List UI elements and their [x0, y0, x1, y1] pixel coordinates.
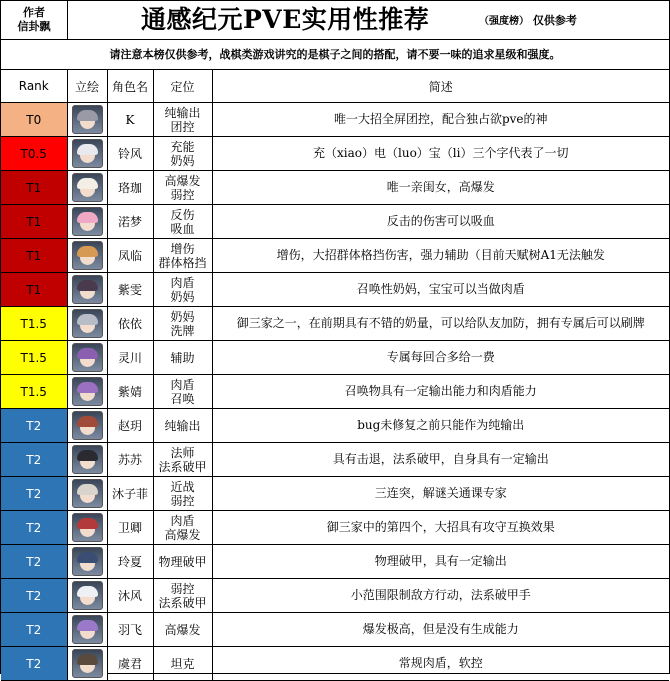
table-row	[1, 375, 669, 409]
table-row	[1, 103, 669, 137]
role-tag: 高爆发	[164, 622, 201, 637]
role-tag: 奶妈	[170, 289, 195, 304]
character-portrait	[72, 105, 103, 134]
role-cell	[153, 341, 212, 375]
portrait-cell	[67, 137, 107, 171]
rank-cell: T1	[1, 273, 67, 307]
portrait-cell	[67, 579, 107, 613]
rank-cell: T2	[1, 477, 67, 511]
character-portrait	[72, 581, 103, 610]
rank-cell: T1	[1, 171, 67, 205]
role-tag: 弱控	[170, 493, 195, 508]
rank-cell: T2	[1, 613, 67, 647]
portrait-cell	[67, 613, 107, 647]
role-tag: 洗牌	[170, 323, 195, 338]
name-cell: 依依	[107, 307, 153, 341]
character-portrait	[72, 139, 103, 168]
role-tag: 近战	[170, 479, 195, 494]
table-row	[1, 409, 669, 443]
portrait-cell	[67, 409, 107, 443]
character-portrait	[72, 411, 103, 440]
rank-cell: T2	[1, 443, 67, 477]
rank-cell: T1.5	[1, 307, 67, 341]
rank-cell: T2	[1, 545, 67, 579]
role-cell	[153, 273, 212, 307]
rank-cell: T2	[1, 511, 67, 545]
portrait-cell	[67, 273, 107, 307]
description-cell: 反击的伤害可以吸血	[212, 205, 669, 239]
description-cell: 召唤物具有一定输出能力和肉盾能力	[212, 375, 669, 409]
role-tag: 法系破甲	[158, 595, 207, 610]
table-header-row	[1, 70, 669, 103]
role-cell	[153, 171, 212, 205]
description-cell: 三连突，解谜关通课专家	[212, 477, 669, 511]
character-portrait	[72, 343, 103, 372]
description-cell: 召唤性奶妈，宝宝可以当做肉盾	[212, 273, 669, 307]
rank-cell: T1	[1, 239, 67, 273]
character-portrait	[72, 513, 103, 542]
character-portrait	[72, 445, 103, 474]
rank-cell: T0.5	[1, 137, 67, 171]
rank-cell: T0	[1, 103, 67, 137]
rank-cell: T2	[1, 409, 67, 443]
description-cell: bug未修复之前只能作为纯输出	[212, 409, 669, 443]
portrait-cell	[67, 171, 107, 205]
role-cell	[153, 375, 212, 409]
col-portrait: 立绘	[67, 70, 107, 103]
name-cell: 虞君	[107, 647, 153, 681]
role-tag: 辅助	[170, 350, 195, 365]
role-cell	[153, 239, 212, 273]
role-tag: 法师	[170, 445, 195, 460]
description-cell: 小范围限制敌方行动，法系破甲手	[212, 579, 669, 613]
header-bar	[1, 1, 669, 40]
table-row	[1, 613, 669, 647]
character-portrait	[72, 275, 103, 304]
table-row	[1, 545, 669, 579]
name-cell: 珞珈	[107, 171, 153, 205]
name-cell: K	[107, 103, 153, 137]
rank-cell: T2	[1, 579, 67, 613]
author-name: 信卦飘	[17, 20, 51, 33]
role-tag: 纯输出	[164, 418, 201, 433]
description-cell: 具有击退，法系破甲，自身具有一定输出	[212, 443, 669, 477]
description-cell: 爆发极高，但是没有生成能力	[212, 613, 669, 647]
role-cell	[153, 647, 212, 681]
portrait-cell	[67, 103, 107, 137]
role-cell	[153, 409, 212, 443]
rank-cell: T1.5	[1, 375, 67, 409]
portrait-cell	[67, 647, 107, 681]
subtitle-tail: 仅供参考	[532, 14, 577, 27]
table-row	[1, 511, 669, 545]
role-cell	[153, 307, 212, 341]
col-rank: Rank	[1, 70, 67, 103]
portrait-cell	[67, 307, 107, 341]
name-cell: 苏苏	[107, 443, 153, 477]
name-cell: 赵玥	[107, 409, 153, 443]
role-tag: 吸血	[170, 221, 195, 236]
table-row	[1, 171, 669, 205]
role-tag: 召唤	[170, 391, 195, 406]
table-row	[1, 443, 669, 477]
role-tag: 纯输出	[164, 105, 201, 120]
role-tag: 坦克	[170, 656, 195, 671]
character-portrait	[72, 241, 103, 270]
character-portrait	[72, 207, 103, 236]
character-portrait	[72, 479, 103, 508]
description-cell: 御三家中的第四个，大招具有攻守互换效果	[212, 511, 669, 545]
name-cell: 沐风	[107, 579, 153, 613]
name-cell: 羽飞	[107, 613, 153, 647]
role-cell	[153, 205, 212, 239]
rank-cell: T1	[1, 205, 67, 239]
tier-body	[1, 103, 669, 681]
table-row	[1, 477, 669, 511]
portrait-cell	[67, 443, 107, 477]
subtitle-paren: （强度榜）	[479, 16, 529, 27]
role-cell	[153, 477, 212, 511]
role-cell	[153, 103, 212, 137]
description-cell: 专属每回合多给一费	[212, 341, 669, 375]
name-cell: 紫雯	[107, 273, 153, 307]
description-cell: 唯一大招全屏团控，配合独占欲pve的神	[212, 103, 669, 137]
role-cell	[153, 443, 212, 477]
role-tag: 物理破甲	[158, 554, 207, 569]
table-row	[1, 239, 669, 273]
description-cell: 增伤，大招群体格挡伤害，强力辅助（目前天赋树A1无法触发	[212, 239, 669, 273]
portrait-cell	[67, 545, 107, 579]
role-tag: 增伤	[170, 241, 195, 256]
portrait-cell	[67, 375, 107, 409]
role-tag: 团控	[170, 119, 195, 134]
role-tag: 弱控	[170, 187, 195, 202]
col-desc: 简述	[212, 70, 669, 103]
role-tag: 法系破甲	[158, 459, 207, 474]
description-cell: 唯一亲闺女，高爆发	[212, 171, 669, 205]
notice-banner: 请注意本榜仅供参考，战棋类游戏讲究的是棋子之间的搭配，请不要一味的追求星级和强度。	[1, 40, 669, 70]
col-name: 角色名	[107, 70, 153, 103]
role-tag: 弱控	[170, 581, 195, 596]
role-tag: 奶妈	[170, 153, 195, 168]
role-cell	[153, 511, 212, 545]
character-portrait	[72, 615, 103, 644]
description-cell: 御三家之一，在前期具有不错的奶量，可以给队友加防，拥有专属后可以刷牌	[212, 307, 669, 341]
description-cell: 常规肉盾，软控	[212, 647, 669, 681]
role-tag: 肉盾	[170, 377, 195, 392]
description-cell: 物理破甲，具有一定输出	[212, 545, 669, 579]
table-row	[1, 273, 669, 307]
author-box	[1, 1, 68, 39]
name-cell: 玲夏	[107, 545, 153, 579]
portrait-cell	[67, 205, 107, 239]
name-cell: 紫婧	[107, 375, 153, 409]
role-tag: 肉盾	[170, 513, 195, 528]
role-cell	[153, 613, 212, 647]
role-tag: 肉盾	[170, 275, 195, 290]
character-portrait	[72, 377, 103, 406]
role-tag: 充能	[170, 139, 195, 154]
page-subtitle	[479, 1, 577, 39]
page-title: 通感纪元PVE实用性推荐	[141, 5, 430, 34]
table-row	[1, 579, 669, 613]
role-tag: 反伤	[170, 207, 195, 222]
table-row	[1, 307, 669, 341]
portrait-cell	[67, 511, 107, 545]
role-tag: 高爆发	[164, 173, 201, 188]
col-role: 定位	[153, 70, 212, 103]
role-cell	[153, 545, 212, 579]
table-row	[1, 341, 669, 375]
name-cell: 凤临	[107, 239, 153, 273]
name-cell: 灵川	[107, 341, 153, 375]
role-tag: 高爆发	[164, 527, 201, 542]
role-cell	[153, 137, 212, 171]
portrait-cell	[67, 341, 107, 375]
portrait-cell	[67, 477, 107, 511]
character-portrait	[72, 173, 103, 202]
name-cell: 沐子菲	[107, 477, 153, 511]
portrait-cell	[67, 239, 107, 273]
tier-table	[1, 70, 669, 681]
table-row	[1, 205, 669, 239]
name-cell: 渃梦	[107, 205, 153, 239]
name-cell: 铃风	[107, 137, 153, 171]
character-portrait	[72, 547, 103, 576]
description-cell: 充（xiao）电（luo）宝（li）三个字代表了一切	[212, 137, 669, 171]
rank-cell: T2	[1, 647, 67, 681]
name-cell: 卫卿	[107, 511, 153, 545]
role-tag: 奶妈	[170, 309, 195, 324]
role-tag: 群体格挡	[158, 255, 207, 270]
table-row	[1, 647, 669, 681]
role-cell	[153, 579, 212, 613]
author-label: 作者	[23, 6, 45, 19]
table-row	[1, 137, 669, 171]
character-portrait	[72, 309, 103, 338]
rank-cell: T1.5	[1, 341, 67, 375]
